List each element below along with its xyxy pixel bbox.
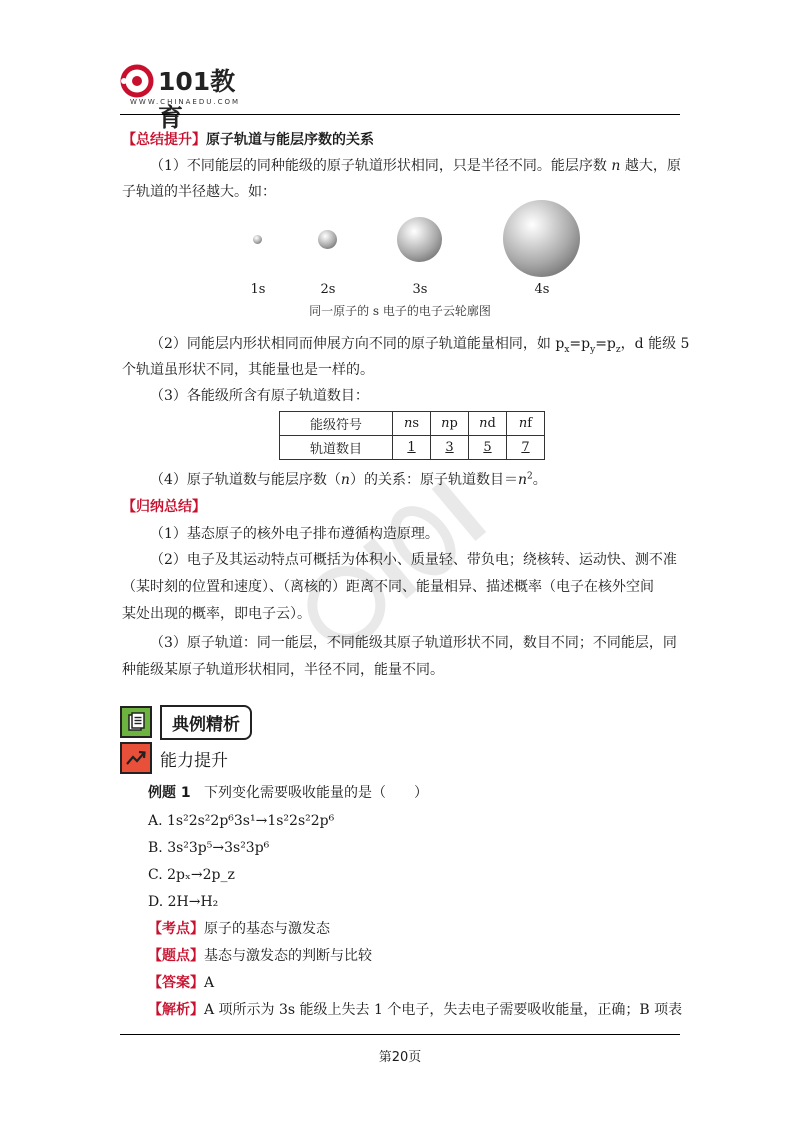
section-ability-title: 能力提升 bbox=[160, 750, 228, 771]
example1-option-d: D. 2H→H₂ bbox=[148, 894, 219, 910]
summary-p4 bbox=[150, 470, 710, 490]
example1-option-a: A. 1s²2s²2p⁶3s¹→1s²2s²2p⁶ bbox=[148, 813, 335, 829]
conclusion-l1: （1）基态原子的核外电子排布遵循构造原理。 bbox=[150, 526, 439, 542]
example1-answer bbox=[148, 973, 708, 993]
conclusion-l3: （某时刻的位置和速度）、（离核的）距离不同、能量相异、描述概率（电子在核外空间 bbox=[122, 579, 654, 595]
example1-option-c: C. 2pₓ→2p_z bbox=[148, 867, 235, 883]
summary-heading bbox=[122, 130, 682, 150]
table-cell: np bbox=[431, 412, 469, 436]
kaodian-text: 原子的基态与激发态 bbox=[204, 921, 330, 937]
header-rule bbox=[120, 114, 680, 115]
table-cell: 3 bbox=[431, 436, 469, 460]
logo bbox=[120, 62, 250, 132]
summary-tag: 【总结提升】 bbox=[122, 132, 206, 148]
summary-p1-text-b: 越大，原 bbox=[624, 158, 681, 174]
conclusion-l4: 某处出现的概率，即电子云）。 bbox=[122, 606, 311, 622]
conclusion-l2: （2）电子及其运动特点可概括为体积小、质量轻、带负电；绕核转、运动快、测不准 bbox=[150, 552, 677, 568]
table-cell: nf bbox=[507, 412, 545, 436]
figure-caption: 同一原子的 s 电子的电子云轮廓图 bbox=[309, 304, 491, 318]
conclusion-l5: （3）原子轨道：同一能层，不同能级其原子轨道形状不同，数目不同；不同能层，同 bbox=[150, 635, 677, 651]
table-row bbox=[280, 412, 545, 436]
sphere-4s bbox=[503, 200, 580, 277]
table-cell: ns bbox=[393, 412, 431, 436]
summary-p2-sub-x: x bbox=[564, 344, 570, 355]
summary-p1-text-a: （1）不同能层的同种能级的原子轨道形状相同，只是半径不同。能层序数 bbox=[150, 158, 607, 174]
table-cell: 5 bbox=[469, 436, 507, 460]
summary-p2-line1 bbox=[150, 334, 710, 354]
document-icon bbox=[120, 706, 152, 738]
kaodian-tag: 【考点】 bbox=[148, 921, 204, 937]
analysis-text: A 项所示为 3s 能级上失去 1 个电子，失去电子需要吸收能量，正确；B 项表 bbox=[204, 1002, 683, 1018]
logo-mark-icon bbox=[120, 64, 156, 98]
footer-rule bbox=[120, 1034, 680, 1035]
sphere-label-1s: 1s bbox=[250, 282, 266, 297]
logo-sub-text: WWW.CHINAEDU.COM bbox=[130, 98, 241, 106]
summary-p1-line1 bbox=[150, 156, 710, 176]
section-examples-bar bbox=[120, 706, 252, 738]
sphere-label-3s: 3s bbox=[412, 282, 428, 297]
table-cell: 7 bbox=[507, 436, 545, 460]
answer-text: A bbox=[204, 975, 215, 991]
section-examples-title: 典例精析 bbox=[160, 705, 252, 740]
summary-p4-text-c: 。 bbox=[532, 472, 547, 488]
example1-label: 例题 1 bbox=[148, 785, 191, 801]
sphere-label-4s: 4s bbox=[534, 282, 550, 297]
summary-p2-eq1: =p bbox=[569, 336, 591, 352]
analysis-tag: 【解析】 bbox=[148, 1002, 204, 1018]
conclusion-heading bbox=[122, 497, 682, 517]
summary-p2-sub-z: z bbox=[615, 344, 621, 355]
example1-question: 下列变化需要吸收能量的是（ ） bbox=[203, 785, 428, 801]
summary-p4-var2: n bbox=[517, 472, 527, 488]
table-cell: nd bbox=[469, 412, 507, 436]
conclusion-l6: 种能级某原子轨道形状相同，半径不同，能量不同。 bbox=[122, 662, 444, 678]
summary-p2-text-b: ，d 能级 5 bbox=[620, 336, 690, 352]
summary-p2-text-a: （2）同能层内形状相同而伸展方向不同的原子轨道能量相同，如 p bbox=[150, 336, 565, 352]
table-header-symbol: 能级符号 bbox=[280, 412, 393, 436]
summary-p3: （3）各能级所含有原子轨道数目： bbox=[150, 388, 369, 404]
summary-p1-var: n bbox=[611, 158, 621, 174]
summary-p2-eq2: =p bbox=[595, 336, 616, 352]
table-cell: 1 bbox=[393, 436, 431, 460]
example1-tidian bbox=[148, 946, 708, 966]
tidian-tag: 【题点】 bbox=[148, 948, 204, 964]
logo-main-text: 101教育 bbox=[158, 67, 236, 132]
conclusion-tag: 【归纳总结】 bbox=[122, 499, 206, 515]
summary-p2-line2: 个轨道虽形状不同，其能量也是一样的。 bbox=[122, 362, 374, 378]
section-ability-bar bbox=[120, 742, 228, 774]
orbital-table bbox=[279, 411, 545, 460]
sphere-label-2s: 2s bbox=[320, 282, 336, 297]
example1-analysis bbox=[148, 1000, 708, 1020]
summary-p1-line2: 子轨道的半径越大。如： bbox=[122, 184, 276, 200]
example1-option-b: B. 3s²3p⁵→3s²3p⁶ bbox=[148, 840, 270, 856]
summary-p4-sup: 2 bbox=[526, 471, 533, 482]
trend-up-icon bbox=[120, 742, 152, 774]
summary-p4-var: n bbox=[340, 472, 350, 488]
sphere-1s bbox=[253, 235, 262, 244]
example1-question-line bbox=[148, 783, 708, 803]
summary-title: 原子轨道与能层序数的关系 bbox=[206, 132, 374, 148]
answer-tag: 【答案】 bbox=[148, 975, 204, 991]
table-header-count: 轨道数目 bbox=[280, 436, 393, 460]
summary-p4-text-a: （4）原子轨道数与能层序数（ bbox=[150, 472, 341, 488]
sphere-2s bbox=[318, 230, 337, 249]
table-row bbox=[280, 436, 545, 460]
page-number: 第20页 bbox=[378, 1050, 422, 1065]
summary-p2-sub-y: y bbox=[590, 344, 596, 355]
sphere-3s bbox=[397, 217, 442, 262]
summary-p4-text-b: ）的关系：原子轨道数目＝ bbox=[349, 472, 518, 488]
example1-kaodian bbox=[148, 919, 708, 939]
tidian-text: 基态与激发态的判断与比较 bbox=[204, 948, 372, 964]
